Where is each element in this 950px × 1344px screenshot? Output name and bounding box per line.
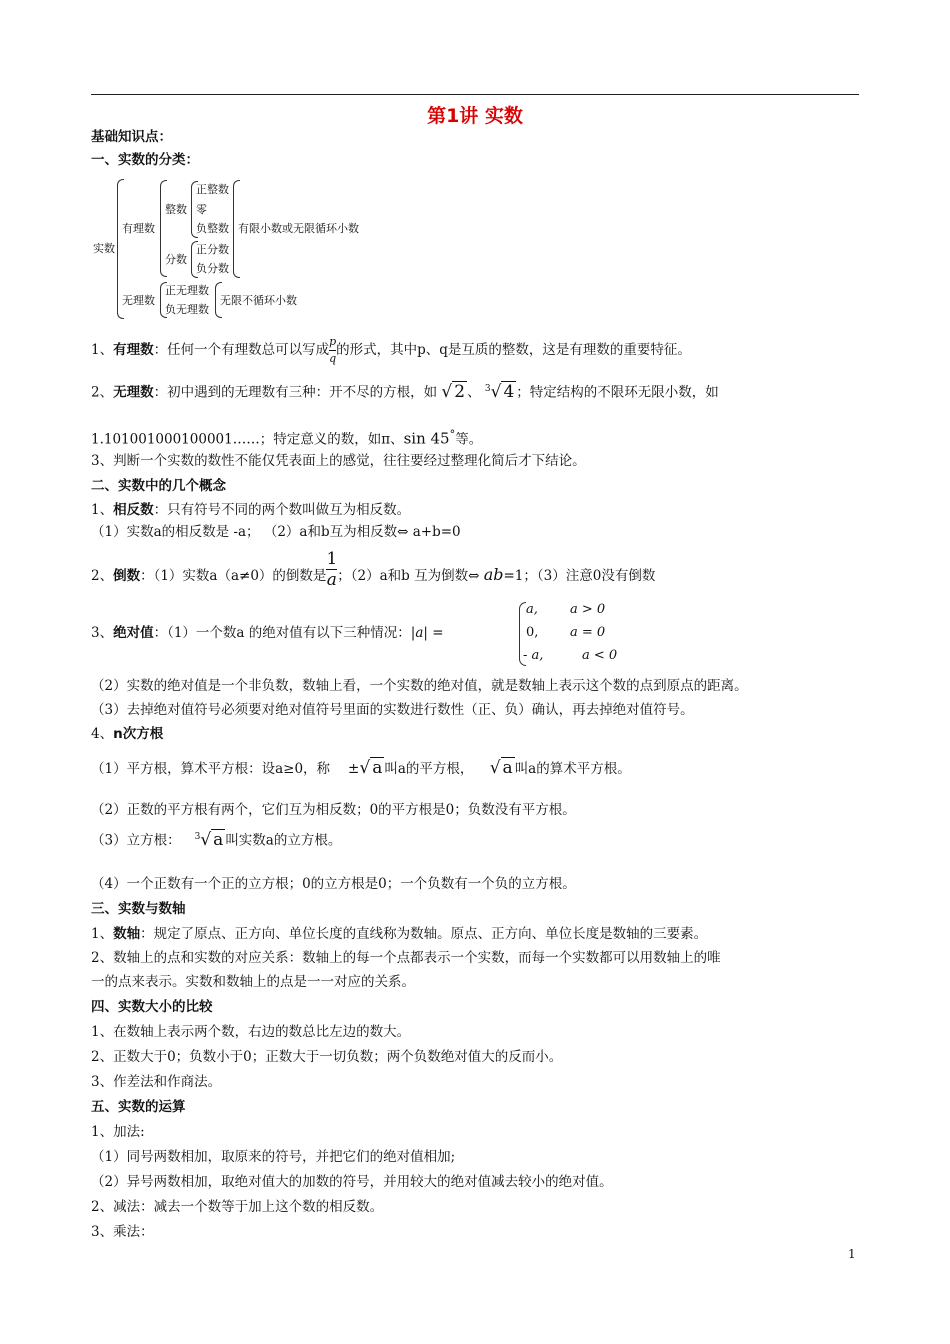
radicand: a <box>372 758 383 778</box>
root-index: 3 <box>194 832 201 842</box>
para-opposite <box>91 501 410 519</box>
para-absolute <box>91 624 444 642</box>
text: ：（1）实数a（a≠0）的倒数是 <box>140 568 327 584</box>
text: 叫a的平方根， <box>384 761 474 777</box>
text: =1；（3）注意0没有倒数 <box>503 568 656 584</box>
sqrt-a: √ a <box>359 758 383 778</box>
para-reciprocal <box>91 549 656 590</box>
item-number: 1、 <box>91 502 114 518</box>
para-subtract: 2、减法：减去一个数等于加上这个数的相反数。 <box>91 1199 384 1215</box>
para-opposite-detail: （1）实数a的相反数是 -a； （2）a和b互为相反数⇔ a+b=0 <box>91 524 461 540</box>
item-number: 2、 <box>91 568 114 584</box>
para-abs-2: （2）实数的绝对值是一个非负数，数轴上看，一个实数的绝对值，就是数轴上表示这个数的点到原点的距离。 <box>91 678 748 694</box>
section-2-heading: 二、实数中的几个概念 <box>91 478 226 494</box>
section-1-heading: 一、实数的分类： <box>91 152 199 168</box>
para-cube-root-2: （4）一个正数有一个正的立方根；0的立方根是0；一个负数有一个负的立方根。 <box>91 876 576 892</box>
tree-irrational: 无理数 <box>122 294 155 307</box>
header-rule <box>91 94 859 95</box>
tree-zero: 零 <box>196 203 207 216</box>
tree-root: 实数 <box>93 242 115 255</box>
text: ：初中遇到的无理数有三种：开不尽的方根，如 <box>153 384 438 401</box>
denominator: q <box>329 352 337 365</box>
condition-2: a = 0 <box>570 625 606 640</box>
para-compare-3: 3、作差法和作商法。 <box>91 1074 222 1090</box>
sin-45: sin 45 <box>403 429 450 448</box>
tree-pos-int: 正整数 <box>196 183 229 196</box>
case-2: 0, <box>526 625 539 640</box>
text: 1.101001000100001……；特定意义的数，如π、 <box>91 431 404 448</box>
item-number: 1、 <box>91 342 114 358</box>
text: ：规定了原点、正方向、单位长度的直线称为数轴。原点、正方向、单位长度是数轴的三要素。 <box>140 926 708 942</box>
radicand: a <box>502 758 513 778</box>
term: 无理数 <box>113 384 154 401</box>
para-add: 1、加法: <box>91 1124 145 1140</box>
term: 数轴 <box>113 926 141 942</box>
text: （1）平方根，算术平方根：设a≥0，称 <box>91 761 331 777</box>
plus-minus: ± <box>348 761 360 777</box>
text: ；（2）a和b 互为倒数⇔ <box>337 568 480 584</box>
separator: 、 <box>467 384 481 401</box>
para-number-line <box>91 925 707 943</box>
tree-fraction: 分数 <box>165 253 187 266</box>
numerator: 1 <box>326 549 338 569</box>
para-irrational <box>91 380 719 402</box>
para-compare-1: 1、在数轴上表示两个数，右边的数总比左边的数大。 <box>91 1024 411 1040</box>
para-add-1: （1）同号两数相加，取原来的符号，并把它们的绝对值相加; <box>91 1149 456 1165</box>
para-nth-root <box>91 725 163 743</box>
section-3-heading: 三、实数与数轴 <box>91 901 186 917</box>
condition-1: a > 0 <box>570 602 606 617</box>
para-rational <box>91 334 691 367</box>
denominator: a <box>326 570 337 590</box>
item-number: 3、 <box>91 625 114 641</box>
item-number: 1、 <box>91 926 114 942</box>
term: 绝对值 <box>113 625 154 641</box>
para-compare-2: 2、正数大于0；负数小于0；正数大于一切负数；两个负数绝对值大的反而小。 <box>91 1049 563 1065</box>
tree-irrational-note: 无限不循环小数 <box>220 294 297 307</box>
section-4-heading: 四、实数大小的比较 <box>91 999 213 1015</box>
section-5-heading: 五、实数的运算 <box>91 1099 186 1115</box>
para-correspondence: 2、数轴上的点和实数的对应关系：数轴上的每一个点都表示一个实数，而每一个实数都可以用数轴上的唯 <box>91 950 721 966</box>
text: 的形式，其中p、q是互质的整数，这是有理数的重要特征。 <box>336 342 691 358</box>
degree-symbol: ° <box>449 428 456 441</box>
radicand: a <box>213 829 224 850</box>
item-number: 2、 <box>91 384 114 401</box>
tree-neg-int: 负整数 <box>196 222 229 235</box>
text: ；特定结构的不限环无限小数，如 <box>516 384 719 401</box>
basics-heading: 基础知识点： <box>91 129 172 145</box>
para-add-2: （2）异号两数相加，取绝对值大的加数的符号，并用较大的绝对值减去较小的绝对值。 <box>91 1174 613 1190</box>
tree-pos-frac: 正分数 <box>196 243 229 256</box>
page-title: 第1讲 实数 <box>427 105 523 127</box>
tree-neg-frac: 负分数 <box>196 262 229 275</box>
para-irrational-cont <box>91 426 482 449</box>
para-square-root <box>91 752 631 778</box>
term: n次方根 <box>113 726 164 742</box>
text: 叫a的算术平方根。 <box>514 761 631 777</box>
para-square-root-2: （2）正数的平方根有两个，它们互为相反数；0的平方根是0；负数没有平方根。 <box>91 802 576 818</box>
para-cube-root <box>91 828 341 850</box>
text: 等。 <box>455 431 483 448</box>
case-3: - a, <box>523 648 544 663</box>
text: ：（1）一个数a 的绝对值有以下三种情况： <box>153 625 411 641</box>
term: 倒数 <box>113 568 141 584</box>
para-abs-3: （3）去掉绝对值符号必须要对绝对值符号里面的实数进行数性（正、负）确认，再去掉绝对值符号。 <box>91 702 694 718</box>
root-index: 3 <box>484 384 491 394</box>
tree-rational: 有理数 <box>122 222 155 235</box>
page-number: 1 <box>848 1247 856 1261</box>
radicand: 4 <box>503 381 515 402</box>
case-1: a, <box>526 602 538 617</box>
tree-neg-irr: 负无理数 <box>165 303 209 316</box>
abs-a: |a| = <box>410 625 444 641</box>
tree-rational-note: 有限小数或无限循环小数 <box>238 222 359 235</box>
para-correspondence-cont: 一的点来表示。实数和数轴上的点是一一对应的关系。 <box>91 974 415 990</box>
term: 有理数 <box>113 342 154 358</box>
numerator: p <box>329 334 336 351</box>
condition-3: a < 0 <box>582 648 618 663</box>
ab: ab <box>483 565 504 584</box>
text: ：只有符号不同的两个数叫做互为相反数。 <box>153 502 411 518</box>
cbrt-4: √ 4 <box>490 381 515 402</box>
text: ：任何一个有理数总可以写成 <box>153 342 330 358</box>
radicand: 2 <box>454 381 466 402</box>
sqrt-a-arith: √ a <box>489 758 513 778</box>
para-judge: 3、判断一个实数的数性不能仅凭表面上的感觉，往往要经过整理化简后才下结论。 <box>91 453 586 469</box>
tree-pos-irr: 正无理数 <box>165 284 209 297</box>
sqrt-2: √ 2 <box>441 381 466 402</box>
item-number: 4、 <box>91 726 114 742</box>
tree-integer: 整数 <box>165 203 187 216</box>
term: 相反数 <box>113 502 154 518</box>
text: （3）立方根： <box>91 832 181 849</box>
text: 叫实数a的立方根。 <box>225 832 342 849</box>
para-multiply: 3、乘法： <box>91 1224 154 1240</box>
cbrt-a: √ a <box>200 829 224 850</box>
fraction-1-a <box>326 549 337 590</box>
